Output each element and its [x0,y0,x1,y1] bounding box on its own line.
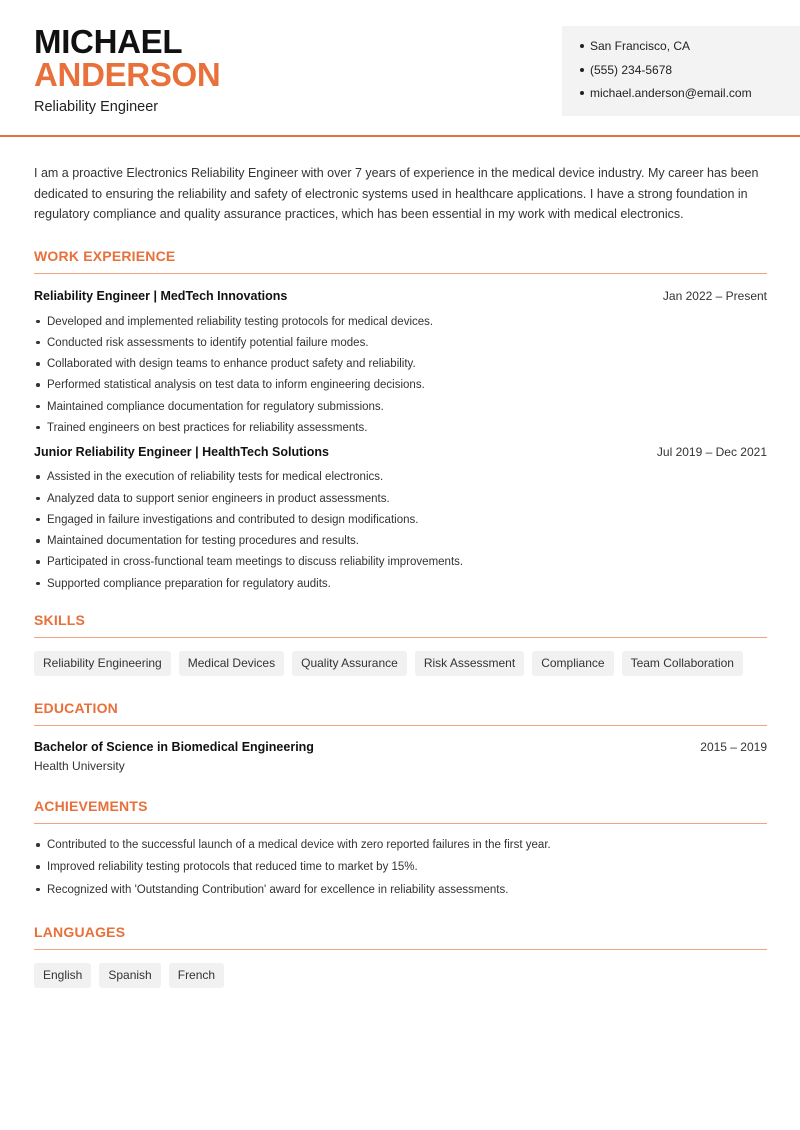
job-bullet: Engaged in failure investigations and contributed to design modifications. [34,513,767,534]
contact-list [580,38,800,109]
resume-header [0,0,800,137]
contact-box [562,26,800,116]
job-dates: Jul 2019 – Dec 2021 [656,445,767,460]
summary-paragraph: I am a proactive Electronics Reliability Engineer with over 7 years of experience in the medical device industry. My career has been dedicated to ensuring the reliability and safety of electronic systems used in healthcare applications. I have a strong foundation in regulatory compliance and quality assurance practices, which has been essential in my work with medical electronics. [34,166,759,221]
job-role: Junior Reliability Engineer | HealthTech Solutions [34,445,329,460]
job-bullet: Analyzed data to support senior engineers in product assessments. [34,492,767,513]
job-bullet: Maintained documentation for testing procedures and results. [34,534,767,555]
job-header [34,445,767,459]
contact-email[interactable]: michael.anderson@email.com [580,85,800,109]
section-title-education: EDUCATION [34,700,767,726]
skill-chip: Team Collaboration [622,651,743,676]
contact-location: San Francisco, CA [580,38,800,62]
section-title-achievements: ACHIEVEMENTS [34,798,767,824]
job-bullet-list [34,315,767,443]
job-dates: Jan 2022 – Present [662,288,767,303]
achievement-item: Contributed to the successful launch of a medical device with zero reported failures in the first year. [34,838,767,860]
languages-list [34,963,767,988]
education-dates: 2015 – 2019 [700,740,767,755]
language-chip: Spanish [99,963,160,988]
job-bullet: Supported compliance preparation for regulatory audits. [34,577,767,598]
skill-chip: Reliability Engineering [34,651,171,676]
achievement-list [34,838,767,905]
job-bullet: Participated in cross-functional team meetings to discuss reliability improvements. [34,555,767,576]
skill-chip: Quality Assurance [292,651,407,676]
job-bullet: Performed statistical analysis on test data to inform engineering decisions. [34,378,767,399]
job-bullet: Collaborated with design teams to enhance product safety and reliability. [34,357,767,378]
language-chip: English [34,963,91,988]
skill-chip: Medical Devices [179,651,284,676]
job-bullet: Trained engineers on best practices for reliability assessments. [34,421,767,442]
last-name: ANDERSON [34,56,221,93]
job-bullet: Conducted risk assessments to identify potential failure modes. [34,336,767,357]
section-title-work-experience: WORK EXPERIENCE [34,248,767,274]
skill-chip: Risk Assessment [415,651,524,676]
section-title-languages: LANGUAGES [34,924,767,950]
job-bullet-list [34,470,767,598]
first-name: MICHAEL [34,23,183,60]
job-header [34,289,767,303]
language-chip: French [169,963,224,988]
achievement-item: Recognized with 'Outstanding Contribution' award for excellence in reliability assessments. [34,883,767,905]
education-degree: Bachelor of Science in Biomedical Engineering [34,740,314,755]
job-bullet: Maintained compliance documentation for regulatory submissions. [34,400,767,421]
job-role: Reliability Engineer | MedTech Innovations [34,288,288,303]
achievement-item: Improved reliability testing protocols that reduced time to market by 15%. [34,860,767,882]
job-bullet: Developed and implemented reliability testing protocols for medical devices. [34,315,767,336]
education-school: Health University [34,759,125,774]
job-title: Reliability Engineer [34,99,159,115]
skill-chip: Compliance [532,651,613,676]
contact-phone: (555) 234-5678 [580,62,800,86]
job-bullet: Assisted in the execution of reliability tests for medical electronics. [34,470,767,491]
skills-list [34,651,767,676]
resume-body [34,163,767,988]
section-title-skills: SKILLS [34,612,767,638]
education-header [34,740,767,754]
